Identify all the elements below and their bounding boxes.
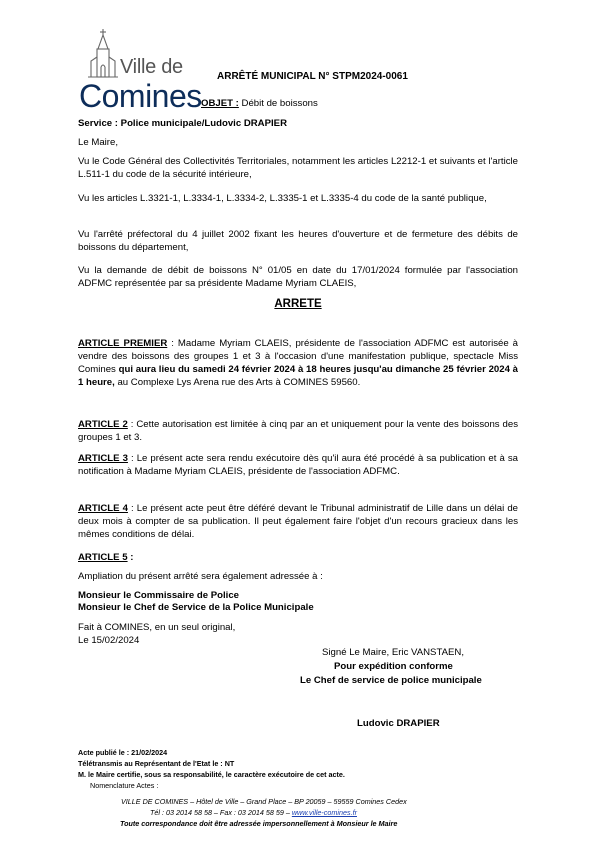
article-1-bold: qui aura lieu du samedi 24 février 2024 à 18 heures jusqu'au dimanche 25 février 2024 à 1 heure, — [78, 364, 519, 388]
date-line: Le 15/02/2024 — [78, 635, 140, 646]
article-1-text-b: au Complexe Lys Arena rue des Arts à COMINES 59560. — [114, 377, 361, 388]
footer-nomenclature: Nomenclature Actes : — [90, 781, 159, 790]
article-1 — [78, 337, 518, 389]
ampliation-line: Ampliation du présent arrêté sera également adressée à : — [78, 571, 323, 582]
article-3-label: ARTICLE 3 — [78, 453, 128, 464]
objet-text: Débit de boissons — [238, 98, 318, 109]
article-5-text: : — [127, 552, 134, 563]
church-icon — [86, 27, 120, 79]
objet-line — [201, 97, 318, 110]
recipient-1: Monsieur le Commissaire de Police — [78, 590, 240, 601]
service-line: Service : Police municipale/Ludovic DRAPIER — [78, 118, 287, 129]
footer-phone-fax: Tél : 03 2014 58 58 – Fax : 03 2014 58 59 – — [150, 808, 292, 817]
vu-paragraph-4: Vu la demande de débit de boissons N° 01/05 en date du 17/01/2024 formulée par l'association ADFMC représentée par sa présidente Madame Myriam CLAEIS, — [78, 265, 518, 289]
document-title: ARRÊTÉ MUNICIPAL N° STPM2024-0061 — [217, 71, 408, 82]
article-3 — [78, 452, 518, 478]
logo-comines: Comines — [79, 78, 202, 114]
website-link[interactable]: www.ville-comines.fr — [291, 808, 357, 817]
article-2 — [78, 418, 518, 444]
le-maire: Le Maire, — [78, 137, 118, 148]
city-logo — [79, 22, 202, 114]
logo-ville-de: Ville de — [120, 56, 183, 78]
footer-certification: M. le Maire certifie, sous sa responsabilité, le caractère exécutoire de cet acte. — [78, 770, 345, 779]
footer-correspondence: Toute correspondance doit être adressée impersonnellement à Monsieur le Maire — [120, 819, 398, 828]
article-5 — [78, 551, 133, 564]
vu-paragraph-1: Vu le Code Général des Collectivités Territoriales, notamment les articles L2212-1 et suivants et l'article L.511-1 du code de la sécurité intérieure, — [78, 156, 518, 180]
footer-address: VILLE DE COMINES – Hôtel de Ville – Grand Place – BP 20059 – 59559 Comines Cedex — [121, 797, 407, 806]
article-2-label: ARTICLE 2 — [78, 419, 128, 430]
footer-transmitted: Télétransmis au Représentant de l'Etat le : NT — [78, 759, 235, 768]
article-3-text: : Le présent acte sera rendu exécutoire dès qu'il aura été procédé à sa publication et à sa notification à Madame Myriam CLAEIS, présidente de l'association ADFMC. — [78, 453, 518, 477]
article-1-text-a: : Madame Myriam CLAEIS, présidente de l'association ADFMC est autorisée à vendre des boissons des groupes 1 et 3 à l'occasion d'une manifestation publique, spectacle Miss Comines — [78, 338, 519, 375]
vu-paragraph-2: Vu les articles L.3321-1, L.3334-1, L.3334-2, L.3335-1 et L.3335-4 du code de la santé publique, — [78, 193, 487, 204]
signature-line-3: Le Chef de service de police municipale — [300, 675, 482, 686]
signature-line-1: Signé Le Maire, Eric VANSTAEN, — [322, 647, 464, 658]
signer-name: Ludovic DRAPIER — [357, 718, 440, 729]
fait-a-line: Fait à COMINES, en un seul original, — [78, 622, 236, 633]
article-5-label: ARTICLE 5 — [78, 552, 128, 563]
article-4-text: : Le présent acte peut être déféré devant le Tribunal administratif de Lille dans un délai de deux mois à compter de sa publication. Il peut également faire l'objet d'un recours gracieux dans les mêmes conditions de délai. — [78, 503, 518, 540]
arrete-heading: ARRETE — [274, 298, 322, 310]
vu-paragraph-3: Vu l'arrêté préfectoral du 4 juillet 2002 fixant les heures d'ouverture et de fermeture des débits de boissons du département, — [78, 229, 518, 253]
objet-label: OBJET : — [201, 98, 239, 109]
footer-published: Acte publié le : 21/02/2024 — [78, 748, 168, 757]
article-4 — [78, 502, 518, 541]
signature-line-2: Pour expédition conforme — [334, 661, 453, 672]
article-4-label: ARTICLE 4 — [78, 503, 128, 514]
recipient-2: Monsieur le Chef de Service de la Police Municipale — [78, 602, 314, 613]
footer-contact — [150, 808, 357, 818]
article-1-label: ARTICLE PREMIER — [78, 338, 168, 349]
article-2-text: : Cette autorisation est limitée à cinq par an et uniquement pour la vente des boissons des groupes 1 et 3. — [78, 419, 518, 443]
